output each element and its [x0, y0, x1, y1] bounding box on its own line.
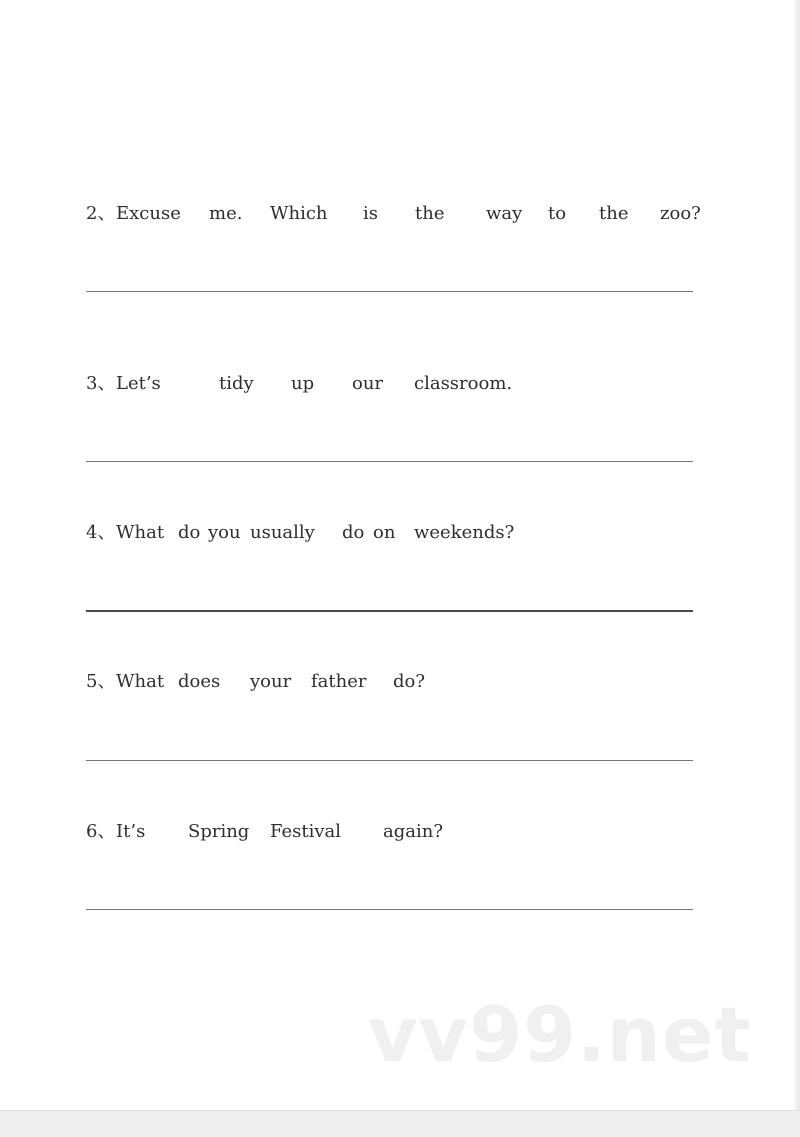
question-word: do?: [393, 671, 426, 692]
question-word: usually: [250, 522, 315, 543]
question-word: you: [208, 522, 241, 543]
question-word: way: [486, 203, 523, 224]
question-word: father: [311, 671, 367, 692]
question-word: Which: [270, 203, 328, 224]
question-word: does: [178, 671, 221, 692]
question-2-number: 2、: [86, 203, 116, 224]
question-word: me.: [209, 203, 243, 224]
question-word: do: [178, 522, 201, 543]
watermark: vv99.net: [368, 990, 752, 1079]
question-word: up: [291, 373, 315, 394]
question-word: again?: [383, 821, 443, 842]
question-word: our: [352, 373, 384, 394]
answer-line-6[interactable]: [86, 909, 693, 910]
question-word: to: [548, 203, 567, 224]
question-word: do: [342, 522, 365, 543]
answer-line-2[interactable]: [86, 291, 693, 292]
question-word: classroom.: [414, 373, 513, 394]
question-word: Spring: [188, 821, 250, 842]
question-word: Excuse: [116, 203, 181, 224]
question-4-number: 4、: [86, 522, 116, 543]
question-word: zoo?: [660, 203, 701, 224]
question-word: the: [599, 203, 629, 224]
question-word: What: [116, 522, 165, 543]
answer-line-5[interactable]: [86, 760, 693, 761]
question-word: the: [415, 203, 445, 224]
question-word: tidy: [219, 373, 254, 394]
question-3-number: 3、: [86, 373, 116, 394]
question-word: What: [116, 671, 165, 692]
answer-line-3[interactable]: [86, 461, 693, 462]
question-word: is: [363, 203, 378, 224]
question-word: weekends?: [414, 522, 515, 543]
page-edge: [794, 0, 800, 1137]
question-word: Festival: [270, 821, 342, 842]
question-word: on: [373, 522, 396, 543]
question-5-number: 5、: [86, 671, 116, 692]
question-word: Let’s: [116, 373, 161, 394]
question-word: It’s: [116, 821, 146, 842]
question-6-number: 6、: [86, 821, 116, 842]
question-word: your: [250, 671, 292, 692]
viewer-bottom-bar: [0, 1110, 800, 1137]
answer-line-4[interactable]: [86, 610, 693, 612]
